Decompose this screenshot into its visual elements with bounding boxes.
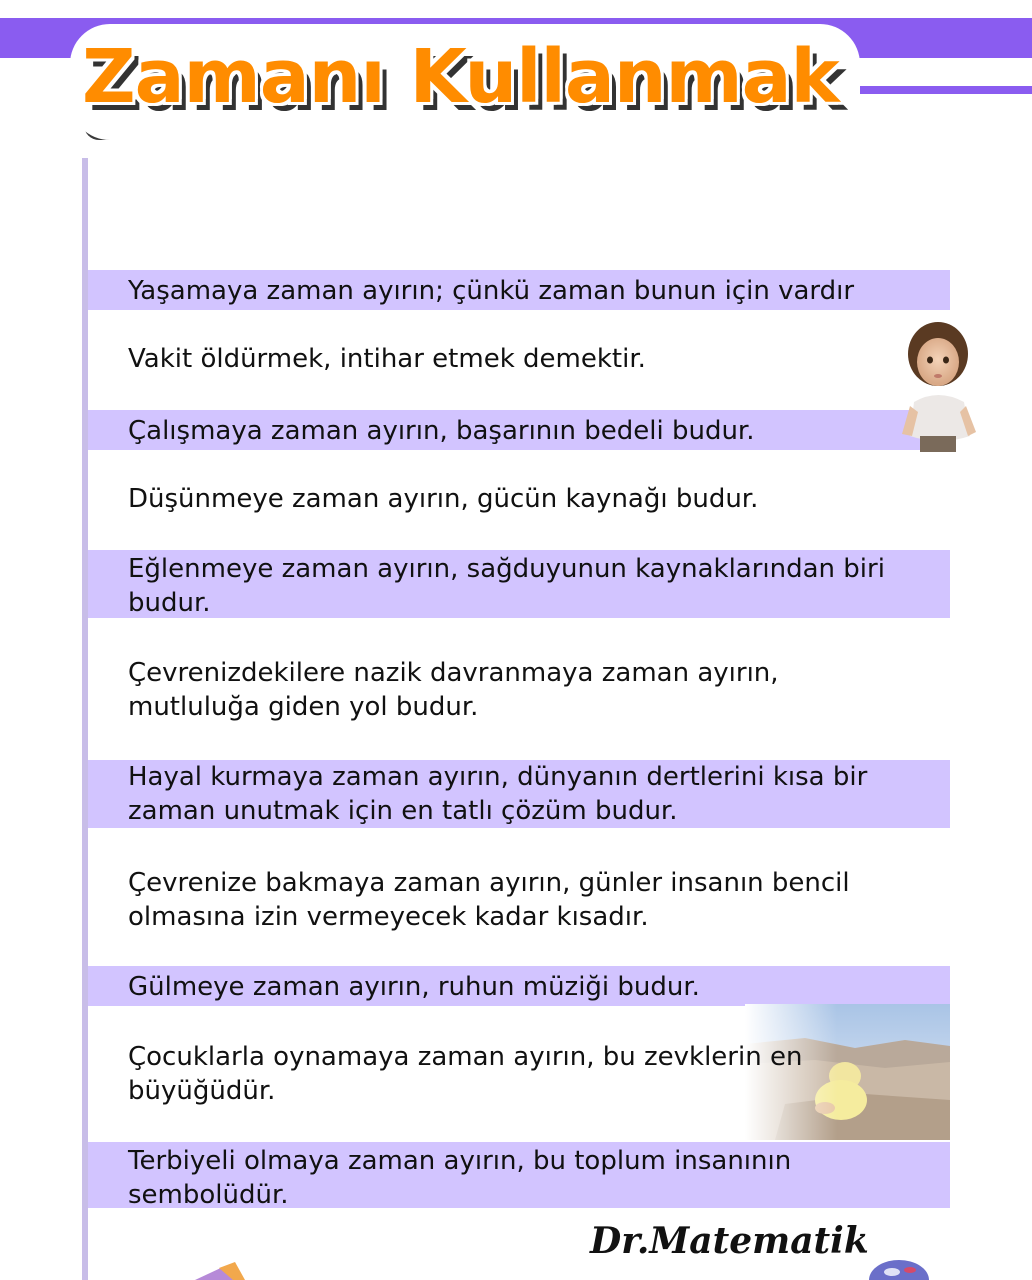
globe-icon (868, 1258, 930, 1280)
page-title: Zamanı Kullanmak (82, 34, 839, 120)
quote-line-8: Çevrenize bakmaya zaman ayırın, günler insanın bencil olmasına izin vermeyecek kadar kısadır. (128, 868, 850, 932)
quote-line-1: Yaşamaya zaman ayırın; çünkü zaman bunun için vardır (128, 276, 855, 306)
quote-line-7: Hayal kurmaya zaman ayırın, dünyanın dertlerini kısa bir zaman unutmak için en tatlı çözüm budur. (128, 762, 868, 826)
quote-line-11: Terbiyeli olmaya zaman ayırın, bu toplum insanının sembolüdür. (128, 1146, 792, 1210)
quote-line-5: Eğlenmeye zaman ayırın, sağduyunun kaynaklarından biri budur. (128, 554, 885, 618)
quote-line-3: Çalışmaya zaman ayırın, başarının bedeli budur. (128, 416, 755, 446)
quote-line-6: Çevrenizdekilere nazik davranmaya zaman ayırın, mutluluğa giden yol budur. (128, 658, 779, 722)
quote-line-10: Çocuklarla oynamaya zaman ayırın, bu zevklerin en büyüğüdür. (128, 1042, 803, 1106)
quote-line-9: Gülmeye zaman ayırın, ruhun müziği budur. (128, 972, 700, 1002)
corner-decoration-shape (195, 1262, 245, 1280)
signature: Dr.Matematik (590, 1220, 869, 1262)
quote-line-2: Vakit öldürmek, intihar etmek demektir. (128, 344, 646, 374)
quote-line-4: Düşünmeye zaman ayırın, gücün kaynağı budur. (128, 484, 759, 514)
